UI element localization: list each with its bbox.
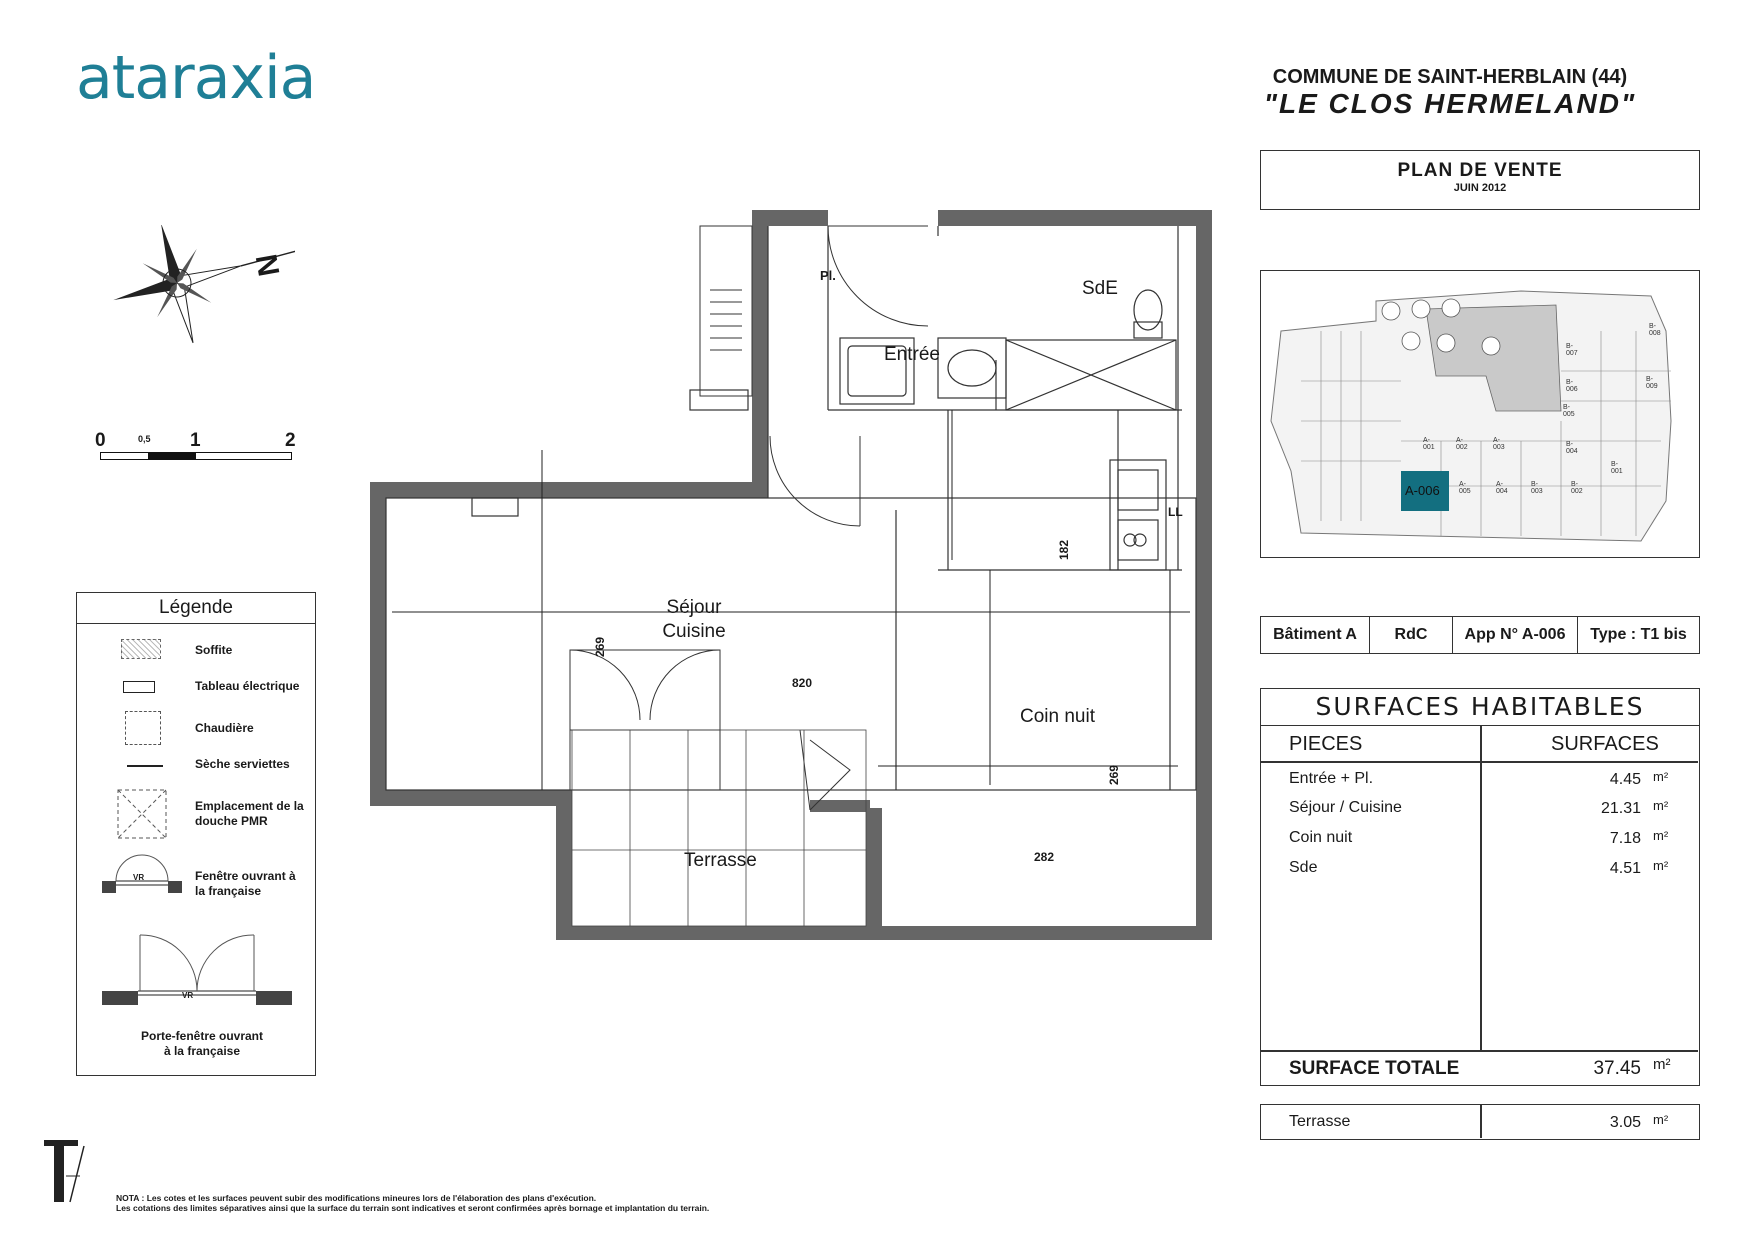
towel-dryer-icon [127,765,163,770]
surfaces-title: SURFACES HABITABLES [1261,689,1699,726]
room-label-placard: Pl. [820,268,836,283]
lot-label: B-006 [1566,379,1578,393]
scale-bar [95,430,300,460]
column-header-surfaces: SURFACES [1551,733,1659,755]
apartment-info-row [1260,616,1700,654]
plan-date: JUIN 2012 [1453,182,1507,194]
room-label-coin-nuit: Coin nuit [1020,706,1095,727]
room-surface: 21.31 [1600,800,1641,817]
door-vr-tag: VR [182,991,194,1000]
terrasse-label: Terrasse [1289,1113,1351,1130]
legend-item-label: Fenêtre ouvrant à la française [195,869,296,898]
compass-rose-icon [105,225,295,355]
dimension-label: 269 [593,636,608,658]
unit: m² [1653,798,1669,813]
legend-title: Légende [77,593,315,624]
room-name: Sde [1289,859,1318,876]
legend-item-label: Porte-fenêtre ouvrant à la française [140,1029,264,1058]
legend-item-label: Tableau électrique [195,679,300,693]
scale-label: 0,5 [138,434,151,444]
terrasse-box [1260,1104,1700,1140]
architect-mark-icon [40,1136,88,1208]
window-vr-tag: VR [133,873,145,882]
legend-box [76,592,316,1076]
total-value: 37.45 [1593,1058,1641,1079]
lot-label: B-009 [1646,376,1658,390]
legend-item-label: Chaudière [195,721,254,735]
lot-label: B-007 [1566,343,1578,357]
room-label-sejour: Séjour Cuisine [662,597,726,642]
total-unit: m² [1653,1056,1671,1073]
surfaces-table [1260,688,1700,1086]
scale-label: 2 [285,430,296,451]
column-header-pieces: PIECES [1289,733,1363,755]
dimension-label: 282 [1034,850,1055,864]
lot-label: A-005 [1459,481,1471,495]
lot-label: A-003 [1493,437,1505,451]
lot-label: A-004 [1496,481,1508,495]
site-plan-map [1261,271,1698,556]
dimension-label: 182 [1057,539,1072,561]
terrasse-unit: m² [1653,1112,1669,1127]
lot-label: B-001 [1611,461,1623,475]
room-label-entree: Entrée [884,344,940,365]
electrical-panel-icon [123,681,155,693]
boiler-icon [125,711,161,745]
legend-item-label: Sèche serviettes [195,757,290,771]
room-label-ll: LL [1168,505,1183,519]
room-name: Séjour / Cuisine [1289,799,1402,816]
lot-label: A-001 [1423,437,1435,451]
batiment-cell: Bâtiment A [1261,617,1370,653]
type-cell: Type : T1 bis [1590,626,1687,643]
pmr-shower-icon [117,789,167,839]
room-surface: 7.18 [1609,830,1641,847]
footnote-line-2: Les cotations des limites séparatives ainsi que la surface du terrain sont indicatives et seront confirmées après bornage et implantation du terrain. [116,1203,710,1213]
plan-title: PLAN DE VENTE [1397,160,1563,181]
room-surface: 4.51 [1609,860,1641,877]
room-name: Coin nuit [1289,829,1353,846]
room-label-sde: SdE [1082,278,1118,299]
room-label-terrasse: Terrasse [684,850,757,871]
project-name: "LE CLOS HERMELAND" [1263,88,1637,119]
unit: m² [1653,769,1669,784]
unit: m² [1653,828,1669,843]
legend-item-label: Emplacement de la douche PMR [195,799,304,828]
site-plan-highlight-label: A-006 [1405,483,1440,498]
total-label: SURFACE TOTALE [1289,1058,1460,1079]
lot-label: B-002 [1571,481,1583,495]
unit: m² [1653,858,1669,873]
scale-label: 1 [190,430,201,451]
legend-item-label: Soffite [195,643,233,657]
ataraxia-logo: ataraxia [76,43,316,113]
niveau-cell: RdC [1370,617,1453,653]
scale-label: 0 [95,430,106,451]
site-plan-box [1260,270,1700,558]
footnote [116,1193,1016,1213]
lot-label: B-003 [1531,481,1543,495]
lot-label: A-002 [1456,437,1468,451]
soffite-icon [121,639,161,659]
room-name: Entrée + Pl. [1289,770,1374,787]
north-letter: N [250,251,287,279]
dimension-label: 820 [792,676,813,690]
appartement-cell: App N° A-006 [1453,617,1578,653]
room-surface: 4.45 [1609,771,1641,788]
commune-title: COMMUNE DE SAINT-HERBLAIN (44) [1272,66,1628,88]
plan-de-vente-box [1260,150,1700,210]
dimension-label: 269 [1107,764,1122,786]
footnote-line-1: NOTA : Les cotes et les surfaces peuvent subir des modifications mineures lors de l'élaboration des plans d'exécution. [116,1193,597,1203]
floor-plan [370,210,1220,950]
terrasse-value: 3.05 [1609,1114,1641,1131]
lot-label: B-004 [1566,441,1578,455]
lot-label: B-005 [1563,404,1575,418]
french-door-icon [102,933,292,1013]
lot-label: B-008 [1649,323,1661,337]
